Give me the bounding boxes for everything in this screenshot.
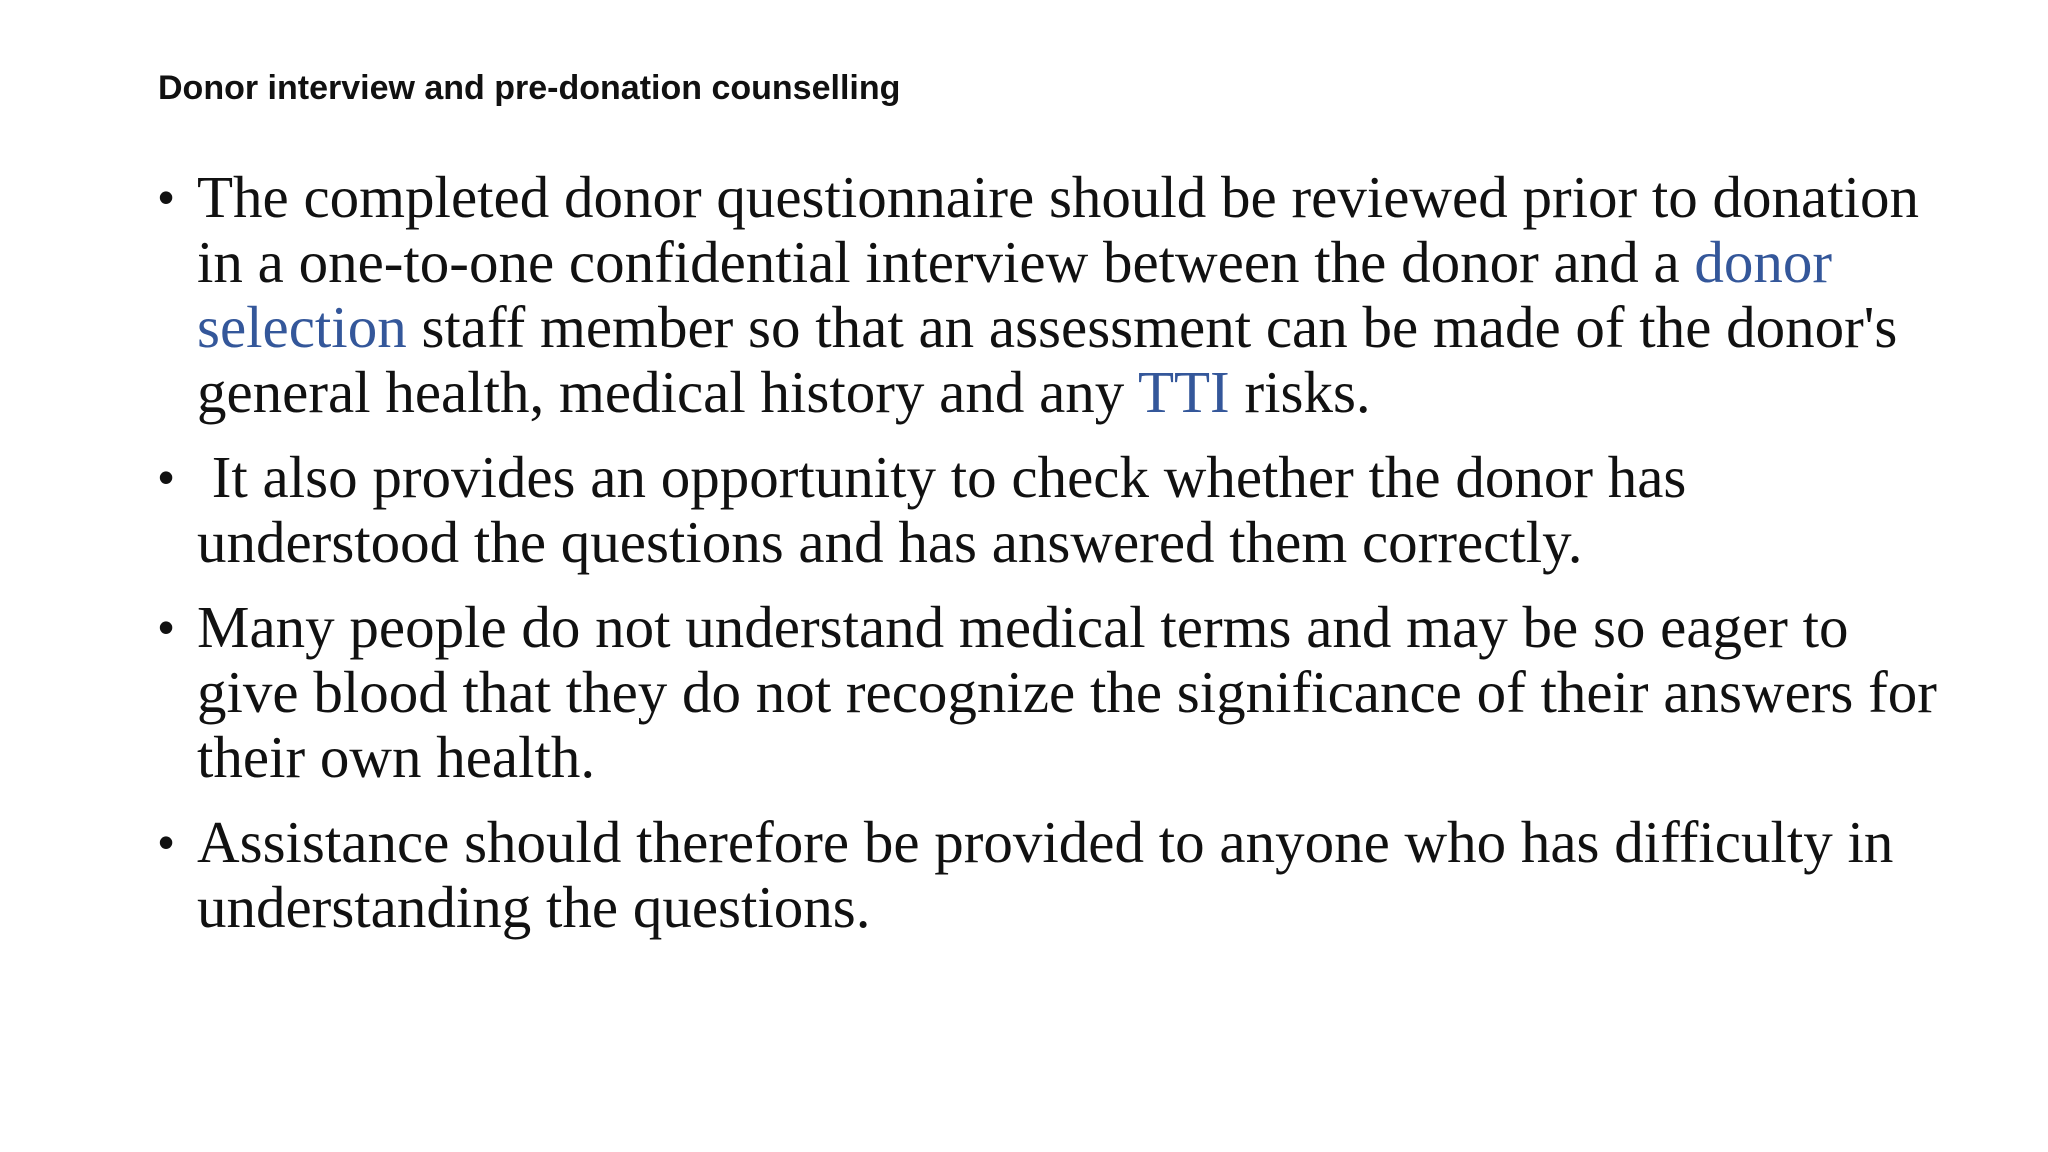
slide-title: Donor interview and pre-donation counselling xyxy=(158,69,901,107)
bullet-item-review-questionnaire xyxy=(158,165,1958,425)
bullet-icon: • xyxy=(158,171,175,223)
bullet-item-medical-terms xyxy=(158,595,1958,790)
bullet-list xyxy=(158,165,1958,960)
bullet-icon: • xyxy=(158,816,175,868)
bullet-text: The completed donor questionnaire should be reviewed prior to donation in a one-to-one confidential interview between the donor and a xyxy=(197,164,1920,295)
bullet-icon: • xyxy=(158,601,175,653)
bullet-item-assistance xyxy=(158,810,1958,940)
bullet-text: risks. xyxy=(1229,359,1371,425)
tti-link[interactable]: TTI xyxy=(1137,359,1230,425)
bullet-text: staff member so that an assessment can be made of the donor's general health, medical history and any xyxy=(197,294,1898,425)
bullet-text: It also provides an opportunity to check whether the donor has understood the questions and has answered them correctly. xyxy=(197,444,1702,575)
bullet-icon: • xyxy=(158,451,175,503)
donor-selection-link[interactable]: donor selection xyxy=(197,229,1833,360)
bullet-text: Assistance should therefore be provided to anyone who has difficulty in understanding the questions. xyxy=(197,809,1894,940)
bullet-text: Many people do not understand medical terms and may be so eager to give blood that they do not recognize the significance of their answers for their own health. xyxy=(197,594,1937,790)
bullet-item-check-understanding xyxy=(158,445,1958,575)
